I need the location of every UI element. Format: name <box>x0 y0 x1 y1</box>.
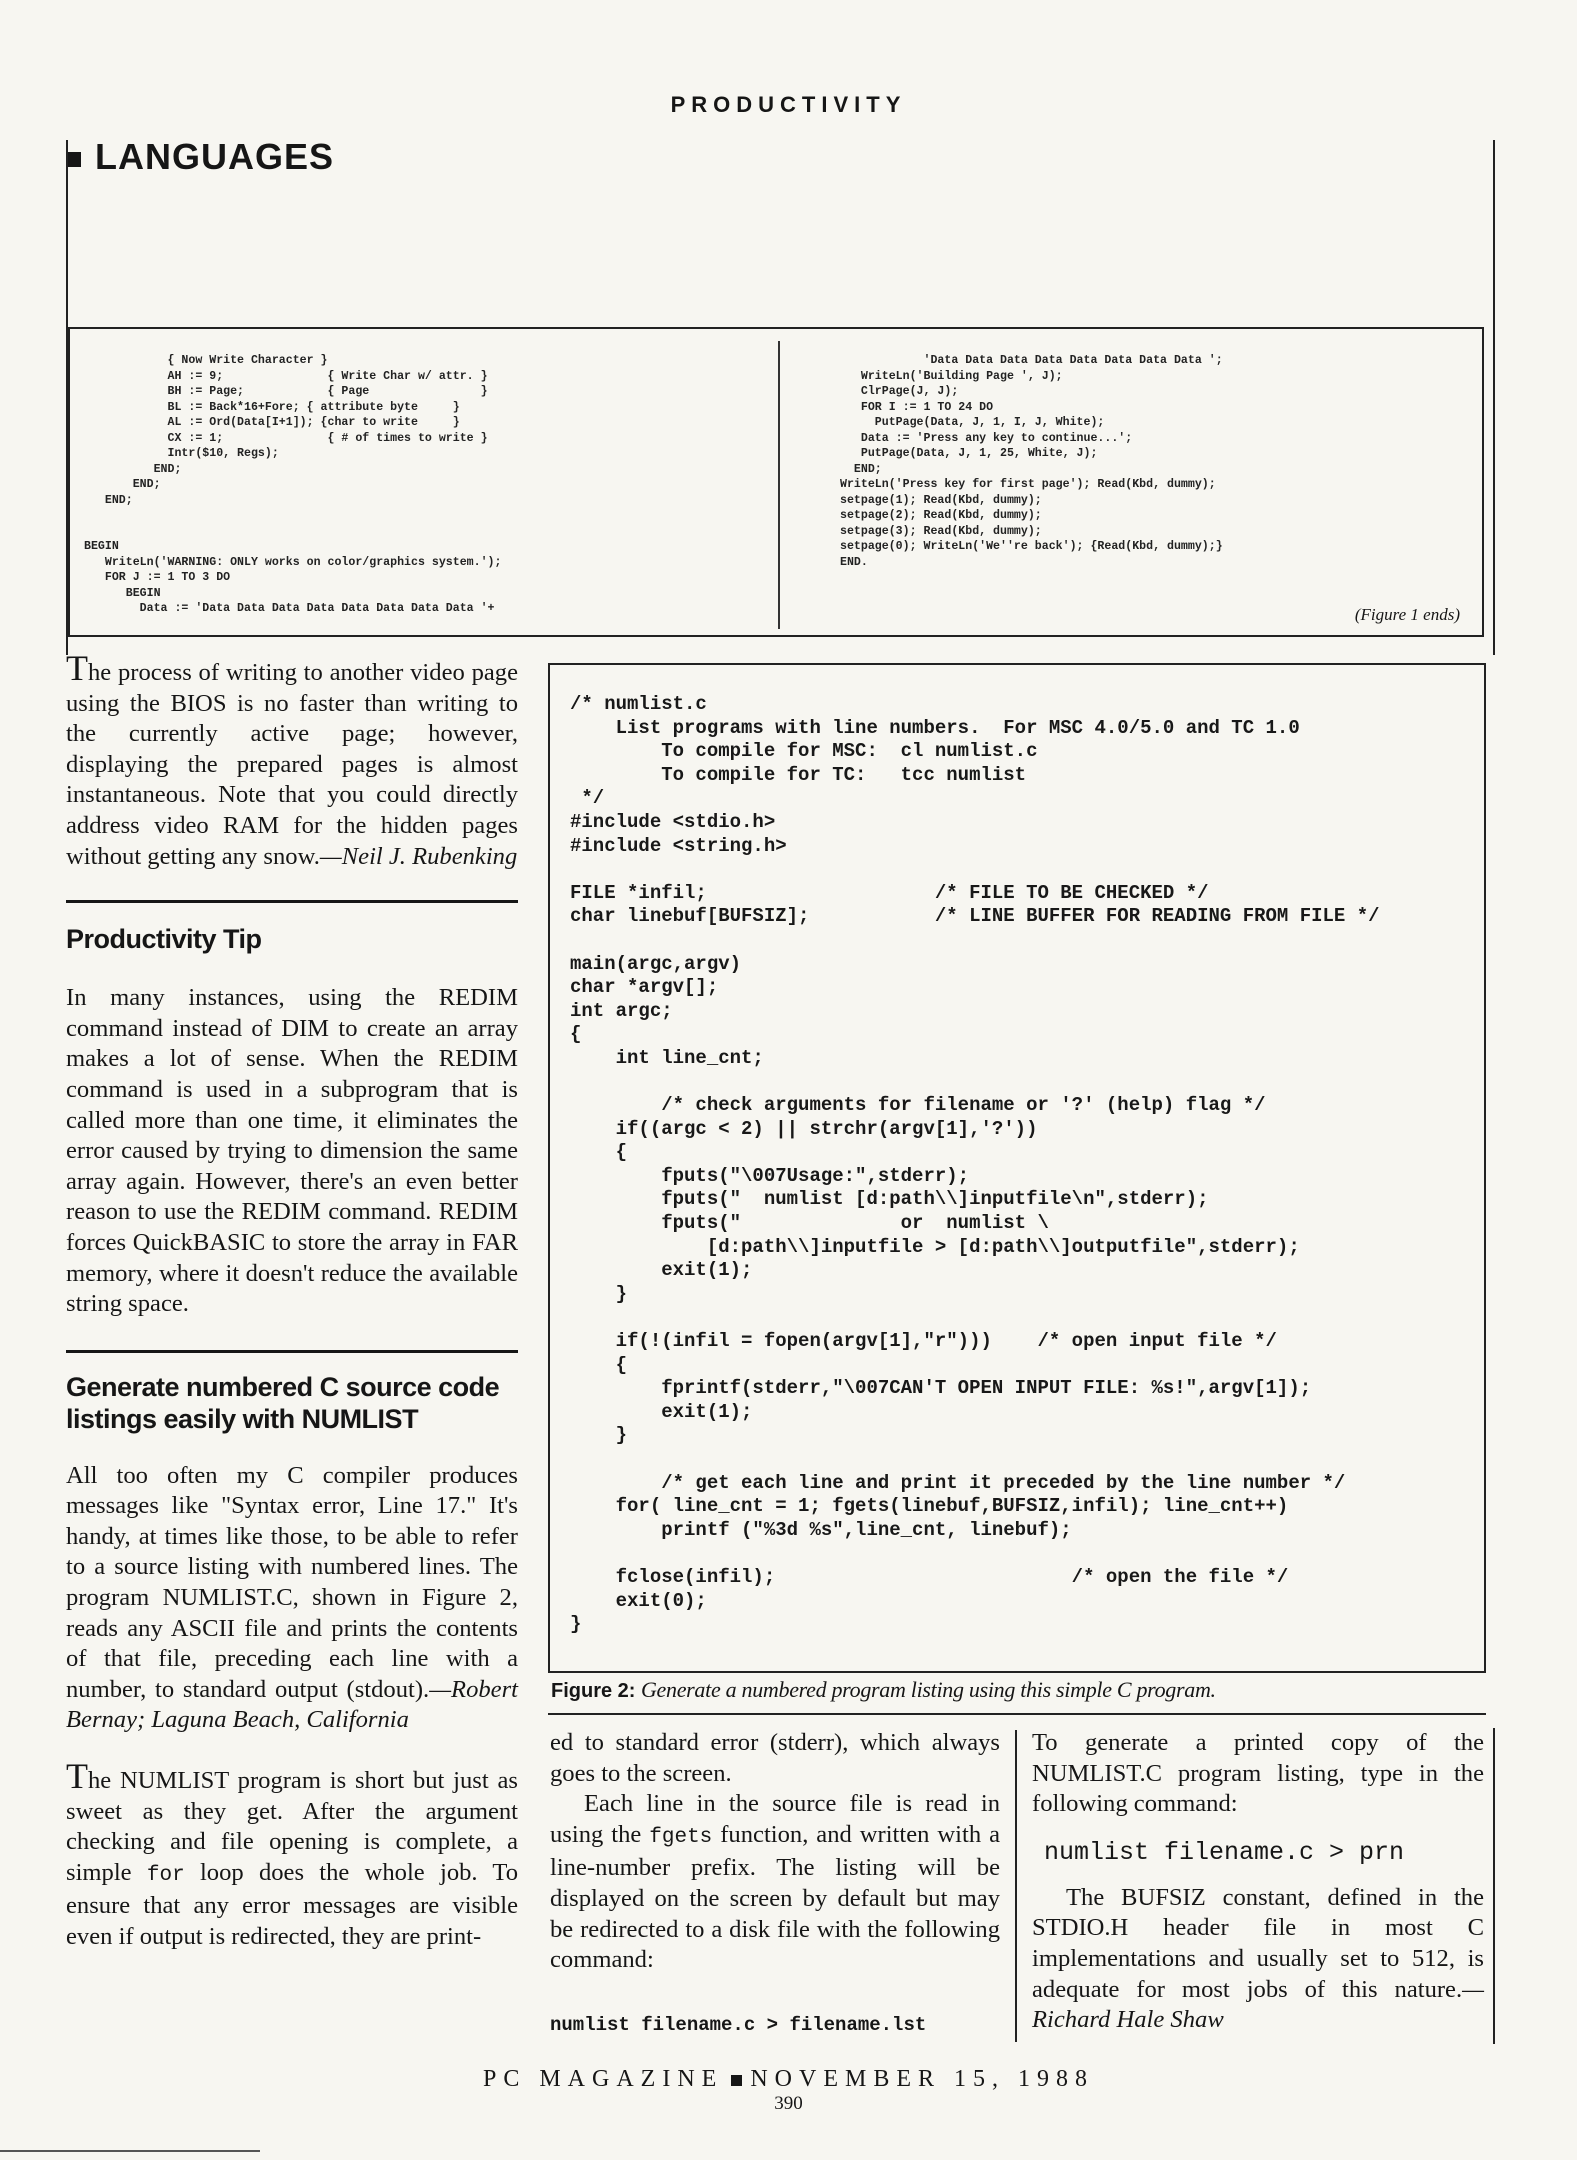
scan-edge-line <box>0 2150 260 2152</box>
numlist-signature: —Robert Bernay; Laguna Beach, California <box>66 1675 518 1734</box>
inline-code-for: for <box>146 1863 185 1887</box>
productivity-tip-body: In many instances, using the REDIM command instead of DIM to create an array makes a lot of sense. When the REDIM command is used in a subprogram that is called more than one time, it eliminates the error caused by trying to dimension the same array again. However, there's an even better reason to use the REDIM command. REDIM forces QuickBASIC to store the array in FAR memory, where it doesn't reduce the available string space. <box>66 984 518 1318</box>
stderr-paragraph: ed to standard error (stderr), which always goes to the screen. <box>550 1729 1000 1787</box>
figure-1-listing-box <box>68 327 1484 637</box>
figure-2-caption <box>551 1677 1216 1703</box>
right-column <box>1032 1728 1484 2036</box>
numlist-body-text: All too often my C compiler produces messages like "Syntax error, Line 17." It's handy, at times like those, to be able to refer to a source listing with numbered lines. The program NUMLIST.C, shown in Figure 2, reads any ASCII file and prints the contents of that file, preceding each line with a number, to standard output (stdout). <box>66 1461 518 1703</box>
middle-column <box>550 1728 1000 2036</box>
drop-cap: T <box>66 648 88 688</box>
figure-1-divider <box>778 341 780 629</box>
print-command: numlist filename.c > prn <box>1044 1837 1405 1867</box>
left-column <box>66 648 518 1953</box>
shaw-signature: —Richard Hale Shaw <box>1032 1975 1484 2034</box>
running-head: PRODUCTIVITY <box>670 92 907 117</box>
footer-bullet-icon <box>731 2075 742 2086</box>
bufsiz-text: The BUFSIZ constant, defined in the STDIO.H header file in most C implementations and usually set to 512, is adequate for most jobs of this nature. <box>1032 1883 1484 2003</box>
page-number: 390 <box>774 2093 803 2114</box>
fgets-paragraph <box>550 1789 1000 1976</box>
numlist-explanation-text-b: loop does the whole job. To ensure that any error messages are visible even if output is redirected, they are print- <box>66 1858 518 1950</box>
figure-1-left-code: { Now Write Character } AH := 9; { Write Char w/ attr. } BH := Page; { Page } BL := Back*16+Fore; { attribute byte } AL := Ord(Data[I+1]); {char to write } CX := 1; { # of times to write } Intr($10, Regs); END; END; END; BEGIN WriteLn('WARNING: ONLY works on color/graphics system.'); FOR J := 1 TO 3 DO BEGIN Data := 'Data Data Data Data Data Data Data Data '+ <box>84 354 502 615</box>
redirect-command: numlist filename.c > filename.lst <box>550 2013 927 2036</box>
figure-2-listing-box <box>548 663 1486 1673</box>
figure-1-ends-label: (Figure 1 ends) <box>1354 605 1460 624</box>
printed-copy-paragraph: To generate a printed copy of the NUMLIST.C program listing, type in the following command: <box>1032 1729 1484 1818</box>
section-rule <box>66 900 518 903</box>
inline-code-fgets: fgets <box>649 1825 713 1849</box>
caption-rule <box>548 1713 1486 1715</box>
numlist-body <box>66 1461 518 1736</box>
right-page-rule <box>1493 140 1495 655</box>
bufsiz-paragraph <box>1032 1883 1484 2036</box>
section-rule <box>66 1350 518 1353</box>
productivity-tip-heading: Productivity Tip <box>66 924 262 955</box>
footer-magazine <box>0 2066 1577 2093</box>
figure-2-caption-label: Figure 2: <box>551 1680 636 1702</box>
footer-magazine-name: PC MAGAZINE <box>482 2066 724 2092</box>
column-divider <box>1015 1730 1017 2042</box>
fgets-text-b: function, and written with a line-number prefix. The listing will be displayed on the screen by default but may be redirected to a disk file with the following command: <box>550 1820 1000 1974</box>
drop-cap: T <box>66 1756 88 1797</box>
footer-date: NOVEMBER 15, 1988 <box>750 2066 1094 2092</box>
numlist-explanation <box>66 1756 518 1953</box>
section-label <box>66 136 334 178</box>
numlist-heading: Generate numbered C source code listings easily with NUMLIST <box>66 1371 500 1434</box>
fgets-text-a: Each line in the source file is read in using the <box>550 1790 1000 1848</box>
rubenking-paragraph <box>66 648 518 872</box>
figure-2-code: /* numlist.c List programs with line numbers. For MSC 4.0/5.0 and TC 1.0 To compile for MSC: cl numlist.c To compile for TC: tcc numlist */ #include <stdio.h> #include <string.h> FILE *infil; /* FILE TO BE CHECKED */ char linebuf[BUFSIZ]; /* LINE BUFFER FOR READING FROM FILE */ main(argc,argv) char *argv[]; int argc; { int line_cnt; /* check arguments for filename or '?' (help) flag */ if((argc < 2) || strchr(argv[1],'?')) { fputs("\007Usage:",stderr); fputs(" numlist [d:path\\]inputfile\n",stderr); fputs(" or numlist \ [d:path\\]inputfile > [d:path\\]outputfile",stderr); exit(1); } if(!(infil = fopen(argv[1],"r"))) /* open input file */ { fprintf(stderr,"\007CAN'T OPEN INPUT FILE: %s!",argv[1]); exit(1); } /* get each line and print it preceded by the line number */ for( line_cnt = 1; fgets(linebuf,BUFSIZ,infil); line_cnt++) printf ("%3d %s",line_cnt, linebuf); fclose(infil); /* open the file */ exit(0); } <box>570 693 1380 1636</box>
rubenking-signature: —Neil J. Rubenking <box>319 842 518 870</box>
section-bullet-icon <box>66 152 81 167</box>
section-title: LANGUAGES <box>95 136 335 177</box>
rubenking-text: he process of writing to another video page using the BIOS is no faster than writing to the currently active page; however, displaying the prepared pages is almost instantaneous. Note that you could directly address video RAM for the hidden pages without getting any snow. <box>66 659 518 870</box>
figure-2-caption-text: Generate a numbered program listing using this simple C program. <box>640 1677 1216 1702</box>
figure-1-right-code: 'Data Data Data Data Data Data Data Data '; WriteLn('Building Page ', J); ClrPage(J, J); FOR I := 1 TO 24 DO PutPage(Data, J, 1, I, J, White); Data := 'Press any key to continue...'; PutPage(Data, J, 1, 25, White, J); END; WriteLn('Press key for first page'); Read(Kbd, dummy); setpage(1); Read(Kbd, dummy); setpage(2); Read(Kbd, dummy); setpage(3); Read(Kbd, dummy); setpage(0); WriteLn('We''re back'); {Read(Kbd, dummy);} END. <box>840 354 1223 569</box>
numlist-explanation-text-a: he NUMLIST program is short but just as sweet as they get. After the argument checking and file opening is complete, a simple <box>66 1767 518 1886</box>
right-margin-rule <box>1493 1728 1495 2044</box>
